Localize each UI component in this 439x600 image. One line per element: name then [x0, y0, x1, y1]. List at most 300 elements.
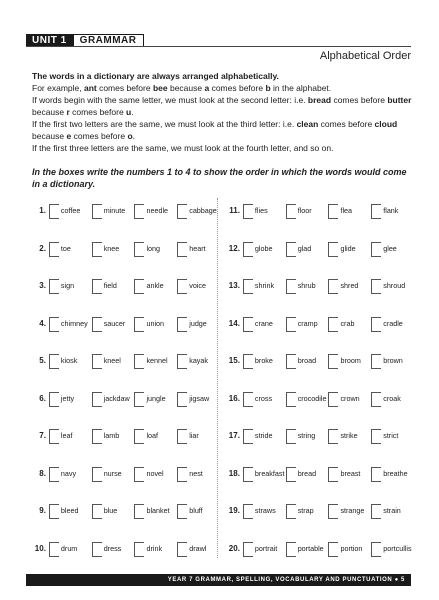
exercise-number: 20. — [228, 543, 240, 553]
word-label: bluff — [189, 506, 203, 515]
word-label: cabbage — [189, 206, 217, 215]
word-item — [328, 429, 371, 444]
word-label: shrink — [254, 281, 275, 290]
answer-box[interactable] — [134, 542, 144, 557]
word-label: jetty — [60, 393, 75, 403]
word-label: jungle — [146, 393, 166, 403]
exercise-row — [224, 504, 414, 542]
word-label: union — [146, 318, 165, 328]
answer-box[interactable] — [243, 504, 253, 519]
example-word: butter — [387, 95, 412, 105]
word-item — [49, 317, 92, 332]
word-item — [177, 204, 220, 219]
intro-line — [32, 94, 412, 118]
word-item — [328, 279, 371, 294]
answer-box[interactable] — [243, 204, 253, 219]
answer-box[interactable] — [49, 429, 59, 444]
word-item — [134, 429, 177, 444]
answer-box[interactable] — [328, 317, 338, 332]
word-label: cross — [254, 393, 273, 403]
answer-box[interactable] — [371, 467, 381, 482]
word-label: glad — [297, 243, 312, 253]
word-label: portable — [297, 543, 324, 553]
word-item — [371, 542, 414, 557]
answer-box[interactable] — [328, 354, 338, 369]
exercise-row — [224, 242, 414, 280]
word-label: cramp — [297, 318, 318, 328]
intro-text-segment: . — [131, 107, 134, 117]
word-item — [177, 279, 220, 294]
word-label: broad — [297, 356, 317, 365]
word-item — [177, 429, 220, 444]
answer-box[interactable] — [49, 242, 59, 257]
answer-box[interactable] — [371, 504, 381, 519]
answer-box[interactable] — [177, 392, 187, 407]
exercise-number: 17. — [228, 431, 240, 440]
word-item — [286, 279, 329, 294]
word-item — [371, 242, 414, 257]
intro-lines — [32, 82, 412, 154]
word-label: chimney — [60, 318, 88, 328]
word-item — [92, 429, 135, 444]
word-label: liar — [189, 431, 199, 440]
word-label: kennel — [146, 356, 168, 365]
word-item — [286, 354, 329, 369]
answer-box[interactable] — [134, 242, 144, 257]
exercise-number: 2. — [39, 243, 46, 253]
word-item — [177, 467, 220, 482]
word-label: portrait — [254, 543, 278, 553]
word-label: saucer — [103, 318, 126, 328]
intro-text-segment: because — [32, 107, 67, 117]
word-item — [49, 242, 92, 257]
answer-box[interactable] — [328, 504, 338, 519]
word-label: brown — [383, 356, 403, 365]
answer-box[interactable] — [134, 467, 144, 482]
word-item — [49, 279, 92, 294]
exercise-row — [224, 392, 414, 430]
answer-box[interactable] — [92, 354, 102, 369]
example-word: a — [204, 83, 210, 93]
word-label: kayak — [189, 356, 208, 365]
exercise-row — [30, 429, 220, 467]
example-word: ant — [83, 83, 97, 93]
answer-box[interactable] — [49, 317, 59, 332]
word-label: judge — [189, 318, 207, 328]
exercise-row — [224, 204, 414, 242]
word-item — [328, 467, 371, 482]
intro-line — [32, 82, 412, 94]
word-label: string — [297, 431, 316, 440]
word-item — [134, 392, 177, 407]
word-label: long — [146, 243, 161, 253]
word-item — [371, 279, 414, 294]
word-item — [92, 392, 135, 407]
answer-box[interactable] — [371, 279, 381, 294]
word-item — [286, 317, 329, 332]
answer-box[interactable] — [92, 542, 102, 557]
example-word: r — [66, 107, 70, 117]
answer-box[interactable] — [286, 317, 296, 332]
answer-box[interactable] — [371, 242, 381, 257]
word-label: ankle — [146, 281, 164, 290]
word-item — [371, 392, 414, 407]
answer-box[interactable] — [328, 429, 338, 444]
exercise-number: 1. — [39, 206, 46, 215]
answer-box[interactable] — [328, 279, 338, 294]
exercise-row — [224, 317, 414, 355]
word-label: cradle — [383, 318, 403, 328]
intro-heading: The words in a dictionary are always arranged alphabetically. — [32, 71, 279, 81]
answer-box[interactable] — [371, 317, 381, 332]
word-item — [286, 392, 329, 407]
answer-box[interactable] — [286, 467, 296, 482]
answer-box[interactable] — [243, 392, 253, 407]
word-item — [134, 279, 177, 294]
answer-box[interactable] — [243, 467, 253, 482]
answer-box[interactable] — [49, 279, 59, 294]
answer-box[interactable] — [243, 542, 253, 557]
exercise-number: 10. — [34, 543, 46, 553]
answer-box[interactable] — [243, 429, 253, 444]
answer-box[interactable] — [328, 242, 338, 257]
word-item — [177, 317, 220, 332]
answer-box[interactable] — [134, 429, 144, 444]
word-label: portcullis — [383, 543, 412, 553]
word-label: crab — [340, 318, 355, 328]
word-label: floor — [297, 206, 312, 215]
answer-box[interactable] — [286, 354, 296, 369]
answer-box[interactable] — [243, 317, 253, 332]
answer-box[interactable] — [328, 542, 338, 557]
word-item — [177, 392, 220, 407]
word-label: drum — [60, 543, 78, 553]
word-item — [134, 467, 177, 482]
word-label: bread — [297, 468, 317, 478]
answer-box[interactable] — [92, 392, 102, 407]
word-label: toe — [60, 243, 71, 253]
exercise-column-right — [224, 204, 414, 579]
exercise-row — [30, 467, 220, 505]
exercise-row — [224, 429, 414, 467]
word-item — [134, 504, 177, 519]
intro-line — [32, 118, 412, 142]
word-item — [328, 242, 371, 257]
word-item — [243, 504, 286, 519]
answer-box[interactable] — [286, 504, 296, 519]
exercise-number: 4. — [39, 318, 46, 328]
word-label: kiosk — [60, 356, 78, 365]
exercise-column-left — [30, 204, 220, 579]
word-item — [49, 542, 92, 557]
exercise-number: 3. — [39, 281, 46, 290]
answer-box[interactable] — [371, 542, 381, 557]
word-label: jackdaw — [103, 393, 130, 403]
answer-box[interactable] — [286, 204, 296, 219]
answer-box[interactable] — [49, 392, 59, 407]
answer-box[interactable] — [286, 392, 296, 407]
exercise-number: 13. — [228, 281, 240, 290]
word-item — [328, 317, 371, 332]
intro-text-segment: in the alphabet. — [270, 83, 332, 93]
word-item — [286, 504, 329, 519]
word-label: nurse — [103, 468, 122, 478]
answer-box[interactable] — [92, 504, 102, 519]
answer-box[interactable] — [243, 242, 253, 257]
word-label: crown — [340, 393, 360, 403]
exercise-number: 12. — [228, 243, 240, 253]
word-label: lamb — [103, 431, 120, 440]
word-label: coffee — [60, 206, 81, 215]
exercise-row — [30, 504, 220, 542]
word-label: bleed — [60, 506, 79, 515]
answer-box[interactable] — [177, 504, 187, 519]
exercise-number: 11. — [229, 206, 240, 215]
answer-box[interactable] — [92, 429, 102, 444]
word-item — [49, 204, 92, 219]
word-label: stride — [254, 431, 273, 440]
word-item — [49, 354, 92, 369]
word-label: blanket — [146, 506, 170, 515]
word-label: straws — [254, 506, 276, 515]
word-item — [243, 467, 286, 482]
answer-box[interactable] — [286, 242, 296, 257]
section-label: GRAMMAR — [73, 34, 144, 47]
word-label: flies — [254, 206, 268, 215]
answer-box[interactable] — [134, 279, 144, 294]
word-item — [92, 279, 135, 294]
word-item — [286, 467, 329, 482]
intro-text-segment: comes before — [69, 107, 127, 117]
exercise-number: 16. — [228, 393, 240, 403]
intro-text-segment: because — [167, 83, 205, 93]
word-label: broke — [254, 356, 273, 365]
word-item — [177, 542, 220, 557]
answer-box[interactable] — [177, 429, 187, 444]
word-label: kneel — [103, 356, 121, 365]
answer-box[interactable] — [92, 467, 102, 482]
word-item — [134, 317, 177, 332]
word-item — [371, 429, 414, 444]
word-item — [49, 429, 92, 444]
word-item — [371, 317, 414, 332]
word-label: needle — [146, 206, 169, 215]
word-item — [286, 242, 329, 257]
word-item — [92, 504, 135, 519]
word-item — [243, 242, 286, 257]
word-item — [243, 392, 286, 407]
exercise-row — [30, 392, 220, 430]
word-label: minute — [103, 206, 126, 215]
word-label: strict — [383, 431, 399, 440]
word-label: flea — [340, 206, 353, 215]
word-item — [286, 542, 329, 557]
word-label: sign — [60, 281, 75, 290]
word-label: field — [103, 281, 117, 290]
word-item — [243, 279, 286, 294]
word-label: strap — [297, 506, 314, 515]
answer-box[interactable] — [134, 317, 144, 332]
word-item — [243, 204, 286, 219]
answer-box[interactable] — [286, 279, 296, 294]
answer-box[interactable] — [243, 354, 253, 369]
unit-label: UNIT 1 — [26, 34, 73, 47]
header-rule — [26, 46, 411, 47]
example-word: o — [127, 131, 133, 141]
word-label: blue — [103, 506, 118, 515]
word-label: flank — [383, 206, 399, 215]
example-word: bee — [152, 83, 168, 93]
answer-box[interactable] — [177, 467, 187, 482]
word-label: jigsaw — [189, 393, 210, 403]
word-item — [328, 392, 371, 407]
word-item — [92, 317, 135, 332]
intro-text-segment: If the first three letters are the same, we must look at the fourth letter, and so on. — [32, 143, 334, 153]
answer-box[interactable] — [92, 242, 102, 257]
word-item — [243, 429, 286, 444]
answer-box[interactable] — [49, 542, 59, 557]
answer-box[interactable] — [286, 542, 296, 557]
answer-box[interactable] — [92, 317, 102, 332]
answer-box[interactable] — [134, 392, 144, 407]
answer-box[interactable] — [328, 392, 338, 407]
intro-text-segment: If the first two letters are the same, we must look at the third letter: i.e. — [32, 119, 297, 129]
word-item — [134, 354, 177, 369]
answer-box[interactable] — [177, 279, 187, 294]
word-item — [92, 242, 135, 257]
exercise-number: 19. — [228, 506, 240, 515]
word-label: shrub — [297, 281, 316, 290]
word-label: knee — [103, 243, 120, 253]
answer-box[interactable] — [328, 204, 338, 219]
exercise-number: 18. — [228, 468, 240, 478]
intro-text — [32, 70, 412, 154]
answer-box[interactable] — [177, 354, 187, 369]
word-item — [134, 204, 177, 219]
answer-box[interactable] — [328, 467, 338, 482]
word-item — [328, 542, 371, 557]
word-item — [243, 542, 286, 557]
word-label: strike — [340, 431, 358, 440]
word-label: crocodile — [297, 393, 327, 403]
answer-box[interactable] — [134, 204, 144, 219]
answer-box[interactable] — [243, 279, 253, 294]
exercise-row — [30, 279, 220, 317]
word-item — [371, 354, 414, 369]
intro-text-segment: comes before — [318, 119, 375, 129]
intro-line — [32, 142, 412, 154]
word-item — [371, 467, 414, 482]
word-label: broom — [340, 356, 361, 365]
word-item — [328, 504, 371, 519]
word-label: drawl — [189, 543, 207, 553]
word-label: breakfast — [254, 468, 285, 478]
answer-box[interactable] — [49, 354, 59, 369]
answer-box[interactable] — [49, 204, 59, 219]
exercise-row — [30, 317, 220, 355]
word-label: croak — [383, 393, 401, 403]
exercise-number: 8. — [39, 468, 46, 478]
word-item — [177, 504, 220, 519]
intro-text-segment: comes before — [71, 131, 128, 141]
answer-box[interactable] — [177, 242, 187, 257]
answer-box[interactable] — [134, 354, 144, 369]
intro-text-segment: because — [32, 131, 67, 141]
exercise-number: 5. — [39, 356, 46, 365]
word-label: drink — [146, 543, 163, 553]
answer-box[interactable] — [49, 467, 59, 482]
exercise-row — [224, 467, 414, 505]
exercise-row — [224, 354, 414, 392]
word-item — [328, 204, 371, 219]
intro-text-segment: . — [132, 131, 136, 141]
page-footer: YEAR 7 GRAMMAR, SPELLING, VOCABULARY AND PUNCTUATION ● 5 — [26, 574, 411, 586]
word-item — [49, 467, 92, 482]
intro-text-segment: comes before — [331, 95, 388, 105]
word-label: globe — [254, 243, 273, 253]
answer-box[interactable] — [92, 279, 102, 294]
word-label: dress — [103, 543, 122, 553]
answer-box[interactable] — [177, 204, 187, 219]
word-item — [92, 542, 135, 557]
word-item — [243, 354, 286, 369]
word-label: nest — [189, 468, 203, 478]
exercise-number: 9. — [39, 506, 46, 515]
answer-box[interactable] — [371, 204, 381, 219]
word-label: breathe — [383, 468, 408, 478]
word-label: glee — [383, 243, 397, 253]
word-label: leaf — [60, 431, 73, 440]
word-item — [177, 242, 220, 257]
exercise-number: 14. — [228, 318, 240, 328]
answer-box[interactable] — [371, 354, 381, 369]
word-label: shroud — [383, 281, 406, 290]
intro-text-segment: comes before — [209, 83, 266, 93]
exercise-number: 6. — [39, 393, 46, 403]
word-item — [49, 392, 92, 407]
exercise-number: 7. — [39, 431, 46, 440]
word-item — [243, 317, 286, 332]
exercise-number: 15. — [228, 356, 240, 365]
answer-box[interactable] — [134, 504, 144, 519]
word-item — [371, 204, 414, 219]
word-item — [286, 429, 329, 444]
example-word: u — [126, 107, 132, 117]
word-item — [286, 204, 329, 219]
answer-box[interactable] — [286, 429, 296, 444]
page-subtitle: Alphabetical Order — [319, 50, 411, 62]
answer-box[interactable] — [177, 542, 187, 557]
answer-box[interactable] — [92, 204, 102, 219]
exercise-row — [30, 242, 220, 280]
word-label: crane — [254, 318, 273, 328]
answer-box[interactable] — [177, 317, 187, 332]
word-label: navy — [60, 468, 77, 478]
word-label: portion — [340, 543, 363, 553]
example-word: e — [66, 131, 72, 141]
answer-box[interactable] — [49, 504, 59, 519]
word-item — [92, 204, 135, 219]
intro-text-segment: For example, — [32, 83, 84, 93]
word-item — [49, 504, 92, 519]
word-item — [328, 354, 371, 369]
answer-box[interactable] — [371, 392, 381, 407]
example-word: bread — [307, 95, 332, 105]
word-label: heart — [189, 243, 206, 253]
example-word: b — [265, 83, 271, 93]
answer-box[interactable] — [371, 429, 381, 444]
word-item — [134, 542, 177, 557]
